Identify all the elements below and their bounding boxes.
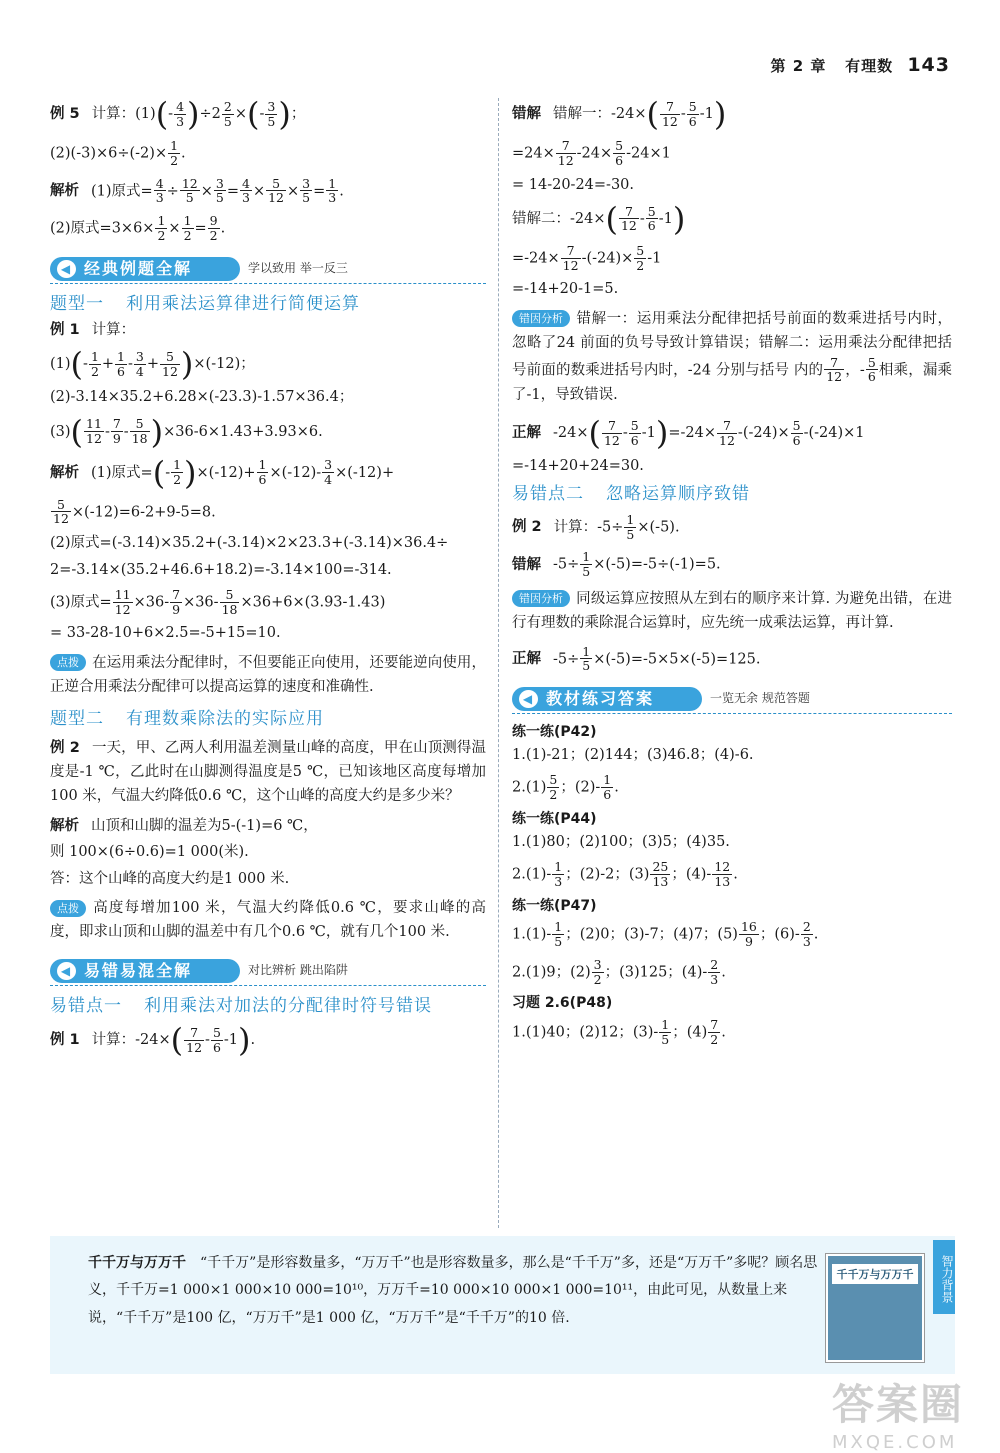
- fraction: $\frac{5}{6}$: [867, 354, 876, 385]
- fraction: $\frac{5}{6}$: [615, 138, 624, 168]
- fraction: $\frac{7}{12}$: [826, 354, 843, 385]
- example-1-solution-3b: = 33-28-10+6×2.5=-5+15=10.: [50, 625, 281, 642]
- mistake-point-1: 易错点一 利用乘法对加法的分配律时符号错误: [50, 995, 432, 1016]
- wrong-solution-2-step: =-24× $\frac{7}{12}$ -(-24)× $\frac{5}{2}$ -1: [512, 242, 662, 273]
- example-2-answer: 答：这个山峰的高度大约是1 000 米.: [50, 870, 290, 887]
- fraction: $\frac{2}{5}$: [223, 98, 232, 129]
- mistake-example-2: 例 2 计算：-5÷ $\frac{1}{5}$ ×(-5).: [512, 511, 680, 542]
- fraction: $\frac{7}{9}$: [172, 586, 181, 617]
- error-analysis-2: 错因分析 同级运算应按照从左到右的顺序来计算. 为避免出错，在进行有理数的乘除混合运算时，应先统一成乘法运算，再计算.: [512, 590, 952, 631]
- example-2-solution-b: 则 100×(6÷0.6)=1 000(米).: [50, 844, 249, 861]
- error-analysis-1: 错因分析 错解一：运用乘法分配律把括号前面的数乘进括号内时，忽略了24 前面的负号导致计算错误；错解二：运用乘法分配律把括号前面的数乘进括号内时，-24 分别与括号 内的 $\frac{7}{12}$ ，- $\frac{5}{6}$ 相乘，漏乘了-1，导致错误.: [512, 310, 953, 404]
- section-classic-examples: ◀ 经典例题全解 学以致用 举一反三: [50, 257, 486, 284]
- fraction: $\frac{4}{3}$: [155, 175, 164, 206]
- fraction: $\frac{3}{5}$: [302, 175, 311, 206]
- wrong-solution-2: 错解二：-24×( $\frac{7}{12}$ - $\frac{5}{6}$ -1): [512, 199, 686, 238]
- fraction: $\frac{7}{12}$: [562, 242, 579, 273]
- fraction: $\frac{1}{5}$: [626, 511, 635, 542]
- side-tab: 智力背景: [933, 1240, 955, 1314]
- wrong-solution-1-step: =24× $\frac{7}{12}$ -24× $\frac{5}{6}$ -24×1: [512, 138, 671, 168]
- left-column: [50, 95, 487, 1065]
- fraction: $\frac{7}{2}$: [710, 1017, 719, 1047]
- watermark: 答案圈 MXQE.COM: [832, 1380, 965, 1453]
- fraction: $\frac{12}{5}$: [181, 175, 198, 206]
- column-divider: [498, 98, 499, 1228]
- exercise-p44-2: 2.(1)- $\frac{1}{3}$ ；(2)-2；(3) $\frac{25}{13}$ ；(4)- $\frac{12}{13}$ .: [512, 859, 738, 889]
- topic-2: 题型二 有理数乘除法的实际应用: [50, 708, 324, 729]
- tip-1: 点拨 在运用乘法分配律时，不但要能正向使用，还要能逆向使用，正逆合用乘法分配律可以提高运算的速度和准确性.: [50, 654, 486, 695]
- exercise-p47-1: 1.(1)- $\frac{1}{5}$ ；(2)0；(3)-7；(4)7；(5) $\frac{16}{9}$ ；(6)- $\frac{2}{3}$ .: [512, 919, 819, 950]
- section-textbook-answers: ◀ 教材练习答案 一览无余 规范答题: [512, 687, 952, 714]
- fraction: $\frac{1}{2}$: [90, 349, 99, 379]
- section-common-mistakes: ◀ 易错易混全解 对比辨析 跳出陷阱: [50, 959, 486, 986]
- page-header: [771, 54, 950, 76]
- fraction: $\frac{5}{6}$: [688, 98, 697, 129]
- topic-1: 题型一 利用乘法运算律进行简便运算: [50, 293, 360, 314]
- fraction: $\frac{7}{12}$: [719, 417, 735, 448]
- megaphone-icon: ◀: [57, 962, 76, 980]
- fraction: $\frac{1}{5}$: [582, 643, 591, 674]
- wrong-solution-1: 错解 错解一：-24×( $\frac{7}{12}$ - $\frac{5}{6}$ -1): [512, 95, 727, 133]
- example-1-q3: (3)( $\frac{11}{12}$ - $\frac{7}{9}$ - $\frac{5}{18}$ )×36-6×1.43+3.93×6.: [50, 412, 323, 451]
- fraction: $\frac{7}{12}$: [186, 1025, 203, 1055]
- exercise-p42-title: 练一练(P42): [512, 724, 597, 741]
- fraction: $\frac{5}{6}$: [212, 1025, 221, 1055]
- exercise-p42-1: 1.(1)-21；(2)144；(3)46.8；(4)-6.: [512, 746, 754, 763]
- example-1-q2: (2)-3.14×35.2+6.28×(-23.3)-1.57×36.4；: [50, 389, 354, 406]
- fraction: $\frac{3}{4}$: [324, 457, 333, 488]
- mistake-point-2: 易错点二 忽略运算顺序致错: [512, 484, 750, 505]
- tip-badge: 点拨: [50, 654, 86, 671]
- fraction: $\frac{5}{18}$: [131, 416, 148, 447]
- fraction: $\frac{16}{9}$: [740, 919, 757, 950]
- fraction: $\frac{7}{9}$: [112, 416, 121, 447]
- example-5-solution-2: (2)原式=3×6× $\frac{1}{2}$ × $\frac{1}{2}$ = $\frac{9}{2}$ .: [50, 213, 226, 243]
- fraction: $\frac{7}{12}$: [603, 417, 620, 448]
- wrong-solution-2-result: =-14+20-1=5.: [512, 281, 619, 298]
- example-2-solution: 解析 山顶和山脚的温差为5-(-1)=6 ℃，: [50, 817, 318, 834]
- fraction: $\frac{12}{13}$: [714, 859, 731, 889]
- fraction: $\frac{2}{3}$: [802, 919, 811, 950]
- example-5: 例 5 计算：(1)(- $\frac{4}{3}$ )÷2 $\frac{2}{5}$ ×(- $\frac{3}{5}$ )；: [50, 95, 306, 133]
- fraction: $\frac{5}{2}$: [549, 772, 558, 803]
- example-5-solution-1: 解析 (1)原式= $\frac{4}{3}$ ÷ $\frac{12}{5}$ × $\frac{3}{5}$ = $\frac{4}{3}$ × $\frac{5}{12}$ × $\frac{3}{5}$ = $\frac{1}{3}$ .: [50, 175, 344, 206]
- fraction: $\frac{1}{3}$: [554, 859, 563, 889]
- fraction: $\frac{1}{6}$: [603, 772, 612, 803]
- correct-solution-2: 正解 -5÷ $\frac{1}{5}$ ×(-5)=-5×5×(-5)=125.: [512, 643, 761, 674]
- fraction: $\frac{1}{5}$: [661, 1017, 670, 1047]
- page-number: 143: [907, 54, 950, 76]
- fraction: $\frac{5}{6}$: [647, 203, 656, 234]
- fraction: $\frac{1}{5}$: [582, 549, 591, 580]
- right-column: [512, 95, 953, 1056]
- fraction: $\frac{7}{12}$: [661, 98, 678, 129]
- tip-badge: 点拨: [50, 900, 86, 917]
- example-1: 例 1 计算：: [50, 321, 136, 338]
- tip-2: 点拨 高度每增加100 米，气温大约降低0.6 ℃，要求山峰的高度，即求山顶和山脚的温差中有几个0.6 ℃，就有几个100 米.: [50, 900, 486, 940]
- exercise-p47-title: 练一练(P47): [512, 897, 597, 914]
- fraction: $\frac{3}{5}$: [215, 175, 224, 206]
- example-1-solution-1b: $\frac{5}{12}$ ×(-12)=6-2+9-5=8.: [53, 496, 216, 527]
- correct-solution-1-result: =-14+20+24=30.: [512, 458, 644, 475]
- fraction: $\frac{1}{2}$: [183, 213, 192, 243]
- wrong-solution-1-result: = 14-20-24=-30.: [512, 176, 635, 193]
- example-1-solution-2b: 2=-3.14×(35.2+46.6+18.2)=-3.14×100=-314.: [50, 561, 392, 578]
- fraction: $\frac{5}{6}$: [792, 417, 801, 448]
- fraction: $\frac{5}{12}$: [162, 349, 178, 379]
- fraction: $\frac{1}{3}$: [328, 175, 337, 206]
- megaphone-icon: ◀: [57, 260, 76, 278]
- book-cover-image: 千千万与万万千: [826, 1254, 924, 1362]
- fraction: $\frac{7}{12}$: [620, 203, 637, 234]
- chapter-title: 有理数: [845, 57, 894, 75]
- fraction: $\frac{1}{2}$: [173, 457, 182, 488]
- error-analysis-badge: 错因分析: [512, 310, 570, 327]
- wrong-solution-3: 错解 -5÷ $\frac{1}{5}$ ×(-5)=-5÷(-1)=5.: [512, 549, 721, 580]
- fraction: $\frac{1}{6}$: [258, 457, 267, 488]
- fraction: $\frac{11}{12}$: [114, 586, 131, 617]
- fraction: $\frac{25}{13}$: [652, 859, 669, 889]
- example-1-q1: (1)(- $\frac{1}{2}$ + $\frac{1}{6}$ - $\frac{3}{4}$ + $\frac{5}{12}$ )×(-12)；: [50, 345, 255, 384]
- fraction: $\frac{3}{2}$: [593, 956, 602, 987]
- exercise-p42-2: 2.(1) $\frac{5}{2}$ ；(2)- $\frac{1}{6}$ .: [512, 772, 619, 803]
- fraction: $\frac{1}{6}$: [117, 349, 125, 379]
- fraction: $\frac{1}{2}$: [157, 213, 166, 243]
- fraction: $\frac{11}{12}$: [86, 416, 102, 447]
- exercise-p44-1: 1.(1)80；(2)100；(3)5；(4)35.: [512, 833, 730, 850]
- fraction: $\frac{5}{18}$: [221, 586, 238, 617]
- background-knowledge-box: [50, 1236, 955, 1374]
- fraction: $\frac{5}{2}$: [636, 242, 645, 273]
- error-analysis-badge: 错因分析: [512, 590, 570, 607]
- exercise-p44-title: 练一练(P44): [512, 810, 597, 827]
- fraction: $\frac{5}{12}$: [53, 496, 69, 527]
- fraction: $\frac{1}{5}$: [554, 919, 563, 950]
- fraction: $\frac{4}{3}$: [176, 98, 185, 129]
- example-1-solution-1: 解析 (1)原式=(- $\frac{1}{2}$ )×(-12)+ $\frac{1}{6}$ ×(-12)- $\frac{3}{4}$ ×(-12)+: [50, 453, 395, 492]
- chapter-label: 第 2 章: [770, 57, 827, 75]
- fraction: $\frac{3}{4}$: [135, 349, 144, 379]
- fraction: $\frac{5}{12}$: [268, 175, 284, 206]
- fraction: $\frac{1}{2}$: [170, 138, 179, 168]
- example-1-solution-2a: (2)原式=(-3.14)×35.2+(-3.14)×2×23.3+(-3.14)×36.4÷: [50, 535, 449, 552]
- exercise-p48-1: 1.(1)40；(2)12；(3)- $\frac{1}{5}$ ；(4) $\frac{7}{2}$ .: [512, 1017, 726, 1047]
- example-1-solution-3: (3)原式= $\frac{11}{12}$ ×36- $\frac{7}{9}$ ×36- $\frac{5}{18}$ ×36+6×(3.93-1.43): [50, 586, 386, 617]
- background-text: 千千万与万万千 “千千万”是形容数量多，“万万千”也是形容数量多，那么是“千千万”多，还是“万万千”多呢？顾名思义，千千万=1 000×1 000×10 000=10¹⁰，万万千=10 000×10 000×1 000=10¹¹，由此可见，从数量上来说，“千千万”是100 亿，“万万千”是1 000 亿，“万万千”是“千千万”的10 倍.: [88, 1255, 818, 1326]
- fraction: $\frac{9}{2}$: [209, 213, 218, 243]
- fraction: $\frac{3}{5}$: [267, 98, 276, 129]
- mistake-example-1: 例 1 计算：-24×( $\frac{7}{12}$ - $\frac{5}{6}$ -1).: [50, 1021, 256, 1060]
- fraction: $\frac{2}{3}$: [710, 956, 719, 987]
- example-5-q2: (2)(-3)×6÷(-2)× $\frac{1}{2}$ .: [50, 138, 186, 168]
- fraction: $\frac{4}{3}$: [241, 175, 250, 206]
- correct-solution-1: 正解 -24×( $\frac{7}{12}$ - $\frac{5}{6}$ -1)=-24× $\frac{7}{12}$ -(-24)× $\frac{5}{6}$ -(-24)×1: [512, 414, 865, 453]
- fraction: $\frac{7}{12}$: [557, 138, 574, 168]
- megaphone-icon: ◀: [519, 690, 538, 708]
- exercise-p48-title: 习题 2.6(P48): [512, 995, 613, 1012]
- exercise-p47-2: 2.(1)9；(2) $\frac{3}{2}$ ；(3)125；(4)- $\frac{2}{3}$ .: [512, 956, 726, 987]
- fraction: $\frac{5}{6}$: [630, 417, 639, 448]
- example-2: 例 2 一天，甲、乙两人利用温差测量山峰的高度，甲在山顶测得温度是-1 ℃，乙此时在山脚测得温度是5 ℃，已知该地区高度每增加100 米，气温大约降低0.6 ℃，这个山峰的高度大约是多少米？: [50, 740, 487, 804]
